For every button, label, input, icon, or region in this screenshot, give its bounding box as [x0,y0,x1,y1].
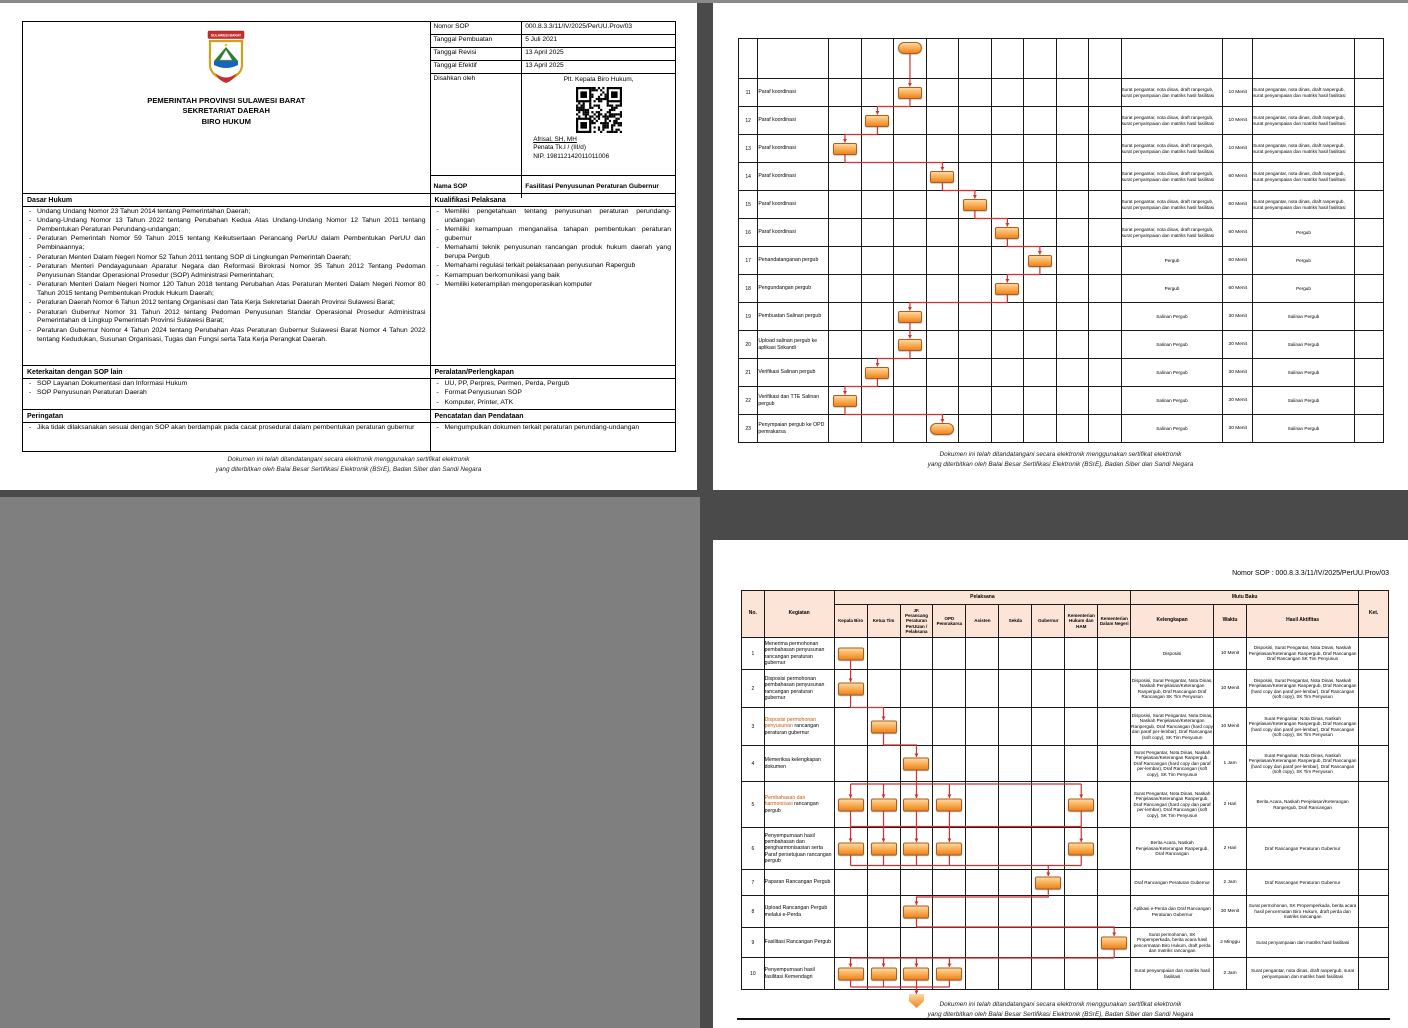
field-label: Nomor SOP [431,22,523,34]
column-header: Ketua Tim [867,605,900,638]
flow-row: 17 Penandatanganan pergub Pergub 60 Menit Pergub [739,247,1384,275]
flow-row: 7 Paparan Rancangan Pergub Draf Rancangan Peraturan Gubernur 2 Jam Draf Rancangan Peraturan Gubernur [742,870,1389,896]
field-label: Tanggal Efektif [431,61,523,73]
list-item: - Memiliki keterampilan mengoperasikan komputer [435,281,672,290]
flow-process-symbol [838,842,864,855]
section-title-pencatatan: Pencatatan dan Pendataan [434,413,524,420]
flow-row: 4 Memeriksa kelengkapan dokumen Surat Pengantar, Nota Dinas, Naskah Penjelasan/Keterangan Ranpergub, Draf Rancangan (hard copy dan paraf per-lembar), Draf Rancangan (soft copy), SK Tim Penyusun 1 Jam Surat Pengantar, Nota Dinas, Naskah Penjelasan/Keterangan Ranpergub, Draf Rancangan (hard copy dan paraf per-lembar), Draf Rancangan (soft copy), SK Tim Penyusun [742,746,1389,782]
pencatatan-list [431,423,676,451]
dasar-hukum-list [23,207,431,365]
org-header-cell [23,22,431,193]
flow-process-symbol [898,339,922,351]
flow-process-symbol [871,720,897,733]
next-page-table-edge [737,1018,1390,1020]
list-item: - SOP Layanan Dokumentasi dan Informasi Hukum [27,380,426,389]
flow-process-symbol [833,143,857,155]
flow-row: 21 Verifikasi Salinan pergub Salinan Pergub 30 Menit Salinan Pergub [739,359,1384,387]
flow-process-symbol [936,967,962,980]
list-item: - Peraturan Menteri Dalam Negeri Nomor 120 Tahun 2018 tentang Perubahan Atas Peraturan Menteri Dalam Negeri Nomor 80 Tahun 2015 tentang Pembentukan Produk Hukum Daerah; [27,281,426,299]
flow-process-symbol [995,227,1019,239]
flow-terminator-symbol [930,423,954,435]
section-title-kualifikasi: Kualifikasi Pelaksana [434,197,506,204]
flow-row: 5 Pembahasan dan harmonisasi rancangan pergub Surat Pengantar, Nota Dinas, Naskah Penjelasan/Keterangan Ranpergub, Draf Rancangan (hard copy dan paraf per-lembar), Draf Rancangan (soft copy), SK Tim Penyusun 2 Hari Berita Acara, Naskah Penjelasan/Keterangan Ranpergub, Draf Rancangan [742,782,1389,828]
list-item: - Format Penyusunan SOP [435,389,672,398]
column-header: OPD Pemrakarsa [933,605,966,638]
list-item: - Peraturan Pemerintah Nomor 59 Tahun 2015 tentang Keikutsertaan Perancang PerUU dalam Pembentukan PerUU dan Pembinaannya; [27,235,426,253]
column-header: Pelaksana [834,591,1131,605]
keterkaitan-list [23,379,431,409]
flow-process-symbol [871,798,897,811]
page-2-flow-continuation[interactable] [713,3,1408,490]
list-item: - Peraturan Gubernur Nomor 31 Tahun 2012 tentang Pedoman Penyusunan Standar Operasional Prosedur Administrasi Pemerintahan di Lingkup Pemerintah Provinsi Sulawesi Barat; [27,309,426,327]
flow-process-symbol [871,967,897,980]
field-value: 13 April 2025 [525,49,564,56]
list-item: - Memiliki pengetahuan tentang penyusunan peraturan perundang-undangan [435,208,672,226]
flow-row: 18 Pengundangan pergub Pergub 60 Menit Pergub [739,275,1384,303]
field-value: 000.8.3.3/11/IV/2025/PerUU.Prov/03 [525,23,633,30]
field-label: Tanggal Revisi [431,48,523,60]
list-item: - UU, PP, Perpres, Permen, Perda, Pergub [435,380,672,389]
flow-process-symbol [1028,255,1052,267]
list-item: - Peraturan Menteri Dalam Negeri Nomor 52 Tahun 2011 tentang SOP di Lingkungan Pemerintah Daerah; [27,254,426,263]
flow-row: 6 Penyempurnaan hasil pembahasan dan pengharmonisasian serta Paraf persetujuan rancangan pergub Berita Acara, Naskah Penjelasan/Keterangan Ranpergub, Draf Rancangan 2 Hari Draf Rancangan Peraturan Gubernur [742,828,1389,870]
column-header: Ket. [1359,591,1389,638]
flow-row: 16 Paraf koordinasi Surat pengantar, nota dinas, draft ranpergub, surat penyampaian dan matriks hasil fasilitasi 60 Menit Pergub [739,219,1384,247]
sop-meta-cell [431,22,676,193]
list-item: - Memahami regulasi terkait pelaksanaan penyusunan Rapergub [435,262,672,271]
flow-process-symbol [838,682,864,695]
flow-process-symbol [936,842,962,855]
list-item: - Undang-Undang Nomor 13 Tahun 2022 tentang Perubahan Kedua Atas Undang-Undang Nomor 12 Tahun 2011 tentang Pembentukan Peraturan Perundang-undangan; [27,217,426,235]
flow-row: 13 Paraf koordinasi Surat pengantar, nota dinas, draft ranpergub, surat penyampaian dan matriks hasil fasilitasi 10 Menit Surat pengantar, nota dinas, draft ranpergub, surat penyampaian dan matriks hasil fasilitasi [739,135,1384,163]
flow-process-symbol [903,798,929,811]
column-header: Mutu Baku [1131,591,1359,605]
field-value: 5 Juli 2021 [525,36,558,43]
flow-process-symbol [1068,798,1094,811]
nama-sop-label: Nama SOP [431,176,523,198]
org-title: PEMERINTAH PROVINSI SULAWESI BARAT SEKRETARIAT DAERAH BIRO HUKUM [147,96,306,126]
flow-table-rows-1-10 [741,590,1389,990]
flow-process-symbol [903,757,929,770]
flow-process-symbol [936,798,962,811]
column-header: Asisten [966,605,999,638]
list-item: - Memiliki kemampuan menganalisa tahapan pembentukan peraturan gubernur [435,226,672,244]
signer-nip: NIP. 198112142011011006 [533,152,610,160]
signature-block [522,74,675,175]
list-item: - Komputer, Printer, ATK [435,399,672,408]
flow-process-symbol [898,311,922,323]
flow-process-symbol [903,967,929,980]
list-item: - Mengumpulkan dokumen terkait peraturan perundang-undangan [435,424,672,433]
nama-sop-value: Fasilitasi Penyusunan Peraturan Gubernur [525,182,659,190]
flow-process-symbol [1101,936,1127,949]
sop-info-table [22,21,676,452]
section-title-peralatan: Peralatan/Perlengkapan [434,369,514,376]
list-item: - Jika tidak dilaksanakan sesuai dengan SOP akan berdampak pada cacat prosedural dalam pembentukan peraturan gubernur [27,424,426,433]
signer-name: Afrisal, SH, MH [533,135,577,143]
column-header: Hasil Aktifitas [1247,605,1359,638]
flow-process-symbol [838,967,864,980]
flow-table-rows-11-23 [738,38,1384,443]
flow-process-symbol [903,905,929,918]
flow-process-symbol [838,647,864,660]
column-header: JF. Perancang Peraturan PerUUan / Pelaksana [900,605,933,638]
signer-title: Plt. Kepala Biro Hukum, [563,76,634,83]
flow-terminator-symbol [898,42,922,54]
qr-code [576,87,622,133]
column-header: Gubernur [1032,605,1065,638]
list-item: - Kemampuan berkomunikasi yang baik [435,272,672,281]
sulbar-logo [200,30,252,92]
svg-text:SULAWESI BARAT: SULAWESI BARAT [211,33,242,38]
flow-process-symbol [865,115,889,127]
page-1-sop-info[interactable] [0,3,697,490]
flow-row: 2 Disposisi permohonan pembahasan penyusunan rancangan peraturan gubernur Disposisi, Surat Pengantar, Nota Dinas, Naskah Penjelasan/Keterangan Ranpergub, Draf Rancangan Draf Rancangan SK Tim Penyusun 10 Menit Disposisi, Surat Pengantar, Nota Dinas, Naskah Penjelasan/Keterangan Ranpergub, Draf Rancangan (hard copy dan paraf per-lembar), Draf Rancangan (soft copy), SK Tim Penyusun [742,670,1389,708]
flow-row: 8 Upload Rancangan Pergub melalui e-Perda Aplikasi e-Perda dan Draf Rancangan Peraturan Gubernur 30 Menit Surat permohonan, SK Propemperkada, berita acara hasil pencermatan Biro Hukum, draft perda dan matriks rancangan [742,896,1389,928]
flow-row: 10 Penyempurnaan hasil fasilitasi Kemendagri Surat penyampaian dan matriks hasil fasilitasi 2 Jam Surat pengantar, nota dinas, draft ranpergub, surat penyampaian dan matriks hasil fasilitasi [742,958,1389,990]
page-3-unrendered-placeholder[interactable] [0,497,700,1028]
field-value: 13 April 2025 [525,62,564,69]
list-item: - Peraturan Gubernur Nomor 4 Tahun 2024 tentang Perubahan Atas Peraturan Gubernur Sulawesi Barat Nomor 4 Tahun 2022 tentang Kedudukan, Susunan Organisasi, Tugas dan Fungsi serta Tata Kerja Perangkat Daerah. [27,327,426,345]
kualifikasi-list [431,207,676,365]
flow-process-symbol [865,367,889,379]
flow-process-symbol [1068,842,1094,855]
flow-process-symbol [930,171,954,183]
flow-row: 19 Pembuatan Salinan pergub Salinan Pergub 30 Menit Salinan Pergub [739,303,1384,331]
flow-process-symbol [1035,876,1061,889]
flow-row: 20 Upload salinan pergub ke aplikasi Srikandi Salinan Pergub 30 Menit Salinan Pergub [739,331,1384,359]
list-item: - Undang Undang Nomor 23 Tahun 2014 tentang Pemerintahan Daerah; [27,208,426,217]
list-item: - Peraturan Daerah Nomor 6 Tahun 2012 tentang Organisasi dan Tata Kerja Sekretariat Daerah Provinsi Sulawesi Barat; [27,299,426,308]
flow-process-symbol [898,87,922,99]
flow-process-symbol [838,798,864,811]
flow-process-symbol [903,842,929,855]
esign-footer: Dokumen ini telah ditandatangani secara elektronik menggunakan sertifikat elektronik yang diterbitkan oleh Balai Besar Sertifikasi Elektronik (BSrE), Badan Siber dan Sandi Negara [215,456,482,473]
field-label: Tanggal Pembuatan [431,35,523,47]
list-item: - SOP Penyusunan Peraturan Daerah [27,389,426,398]
column-header: Kementerian Hukum dan HAM [1065,605,1098,638]
disahkan-label: Disahkan oleh [431,74,523,175]
flow-row: 12 Paraf koordinasi Surat pengantar, nota dinas, draft ranpergub, surat penyampaian dan matriks hasil fasilitasi 10 Menit Surat pengantar, nota dinas, draft ranpergub, surat penyampaian dan matriks hasil fasilitasi [739,107,1384,135]
list-item: - Peraturan Menteri Pendayagunaan Aparatur Negara dan Reformasi Birokrasi Nomor 35 Tahun 2012 Tentang Pedoman Penyusunan Standar Operasional Prosedur (SOP) Administrasi Pemerintahan; [27,263,426,281]
column-header: No. [742,591,765,638]
flow-process-symbol [995,283,1019,295]
column-header: Kelengkapan [1131,605,1214,638]
signer-rank: Penata Tk.I / (III/d) [533,144,586,152]
flow-row: 14 Paraf koordinasi Surat pengantar, nota dinas, draft ranpergub, surat penyampaian dan matriks hasil fasilitasi 60 Menit Surat pengantar, nota dinas, draft ranpergub, surat penyampaian dan matriks hasil fasilitasi [739,163,1384,191]
flow-row: 9 Fasilitasi Rancangan Pergub Surat permohonan, SK Propemperkada, berita acara hasil pencermatan Biro Hukum, draft perda dan matriks rancangan 2 Minggu Surat penyampaian dan matriks hasil fasilitasi [742,928,1389,958]
flow-process-symbol [963,199,987,211]
flow-row: 23 Penympaian pergub ke OPD pemrakarsa Salinan Pergub 30 Menit Salinan Pergub [739,415,1384,443]
flow-row: 22 Verifikasi dan TTE Salinan pergub Salinan Pergub 30 Menit Salinan Pergub [739,387,1384,415]
esign-footer: Dokumen ini telah ditandatangani secara elektronik menggunakan sertifikat elektronik yang diterbitkan oleh Balai Besar Sertifikasi Elektronik (BSrE), Badan Siber dan Sandi Negara [927,451,1194,468]
section-title-peringatan: Peringatan [23,410,431,422]
nomor-sop-line: Nomor SOP : 000.8.3.3/11/IV/2025/PerUU.Prov/03 [1232,570,1389,577]
peringatan-list [23,423,431,451]
flow-row [739,39,1384,79]
flow-process-symbol [833,395,857,407]
page-4-flow-main[interactable] [713,540,1408,1028]
esign-footer: Dokumen ini telah ditandatangani secara elektronik menggunakan sertifikat elektronik yang diterbitkan oleh Balai Besar Sertifikasi Elektronik (BSrE), Badan Siber dan Sandi Negara [927,1001,1194,1018]
column-header: Waktu [1214,605,1247,638]
list-item: - Memahami teknik penyusunan rancangan produk hukum daerah yang berupa Pergub [435,244,672,262]
flow-process-symbol [871,842,897,855]
peralatan-list [431,379,676,409]
flow-row: 11 Paraf koordinasi Surat pengantar, nota dinas, draft ranpergub, surat penyampaian dan matriks hasil fasilitasi 10 Menit Surat pengantar, nota dinas, draft ranpergub, surat penyampaian dan matriks hasil fasilitasi [739,79,1384,107]
section-title-dasar-hukum: Dasar Hukum [23,194,431,206]
column-header: Sekda [999,605,1032,638]
section-title-keterkaitan: Keterkaitan dengan SOP lain [23,366,431,378]
column-header: Kegiatan [764,591,834,638]
column-header: Kepala Biro [834,605,867,638]
flow-row: 15 Paraf koordinasi Surat pengantar, nota dinas, draft ranpergub, surat penyampaian dan matriks hasil fasilitasi 60 Menit Surat pengantar, nota dinas, draft ranpergub, surat penyampaian dan matriks hasil fasilitasi [739,191,1384,219]
flow-row: 1 Menerima permohonan pembahasan penyusunan rancangan peraturan gubernur Disposisi 10 Menit Disposisi, Surat Pengantar, Nota Dinas, Naskah Penjelasan/Keterangan Ranpergub, Draf Rancangan Draf Rancangan SK Tim Penyusun [742,638,1389,670]
column-header: Kementerian Dalam Negeri [1098,605,1131,638]
flow-row: 3 Disposisi permohonan penyusunan rancangan peraturan gubernur Disposisi, Surat Pengantar, Nota Dinas, Naskah Penjelasan/Keterangan Ranpergub, Draf Rancangan (hard copy dan paraf per-lembar), Draf Rancangan (soft copy), SK Tim Penyusun 10 Menit Surat Pengantar, Nota Dinas, Naskah Penjelasan/Keterangan Ranpergub, Draf Rancangan (hard copy dan paraf per-lembar), Draf Rancangan (soft copy), SK Tim Penyusun [742,708,1389,746]
